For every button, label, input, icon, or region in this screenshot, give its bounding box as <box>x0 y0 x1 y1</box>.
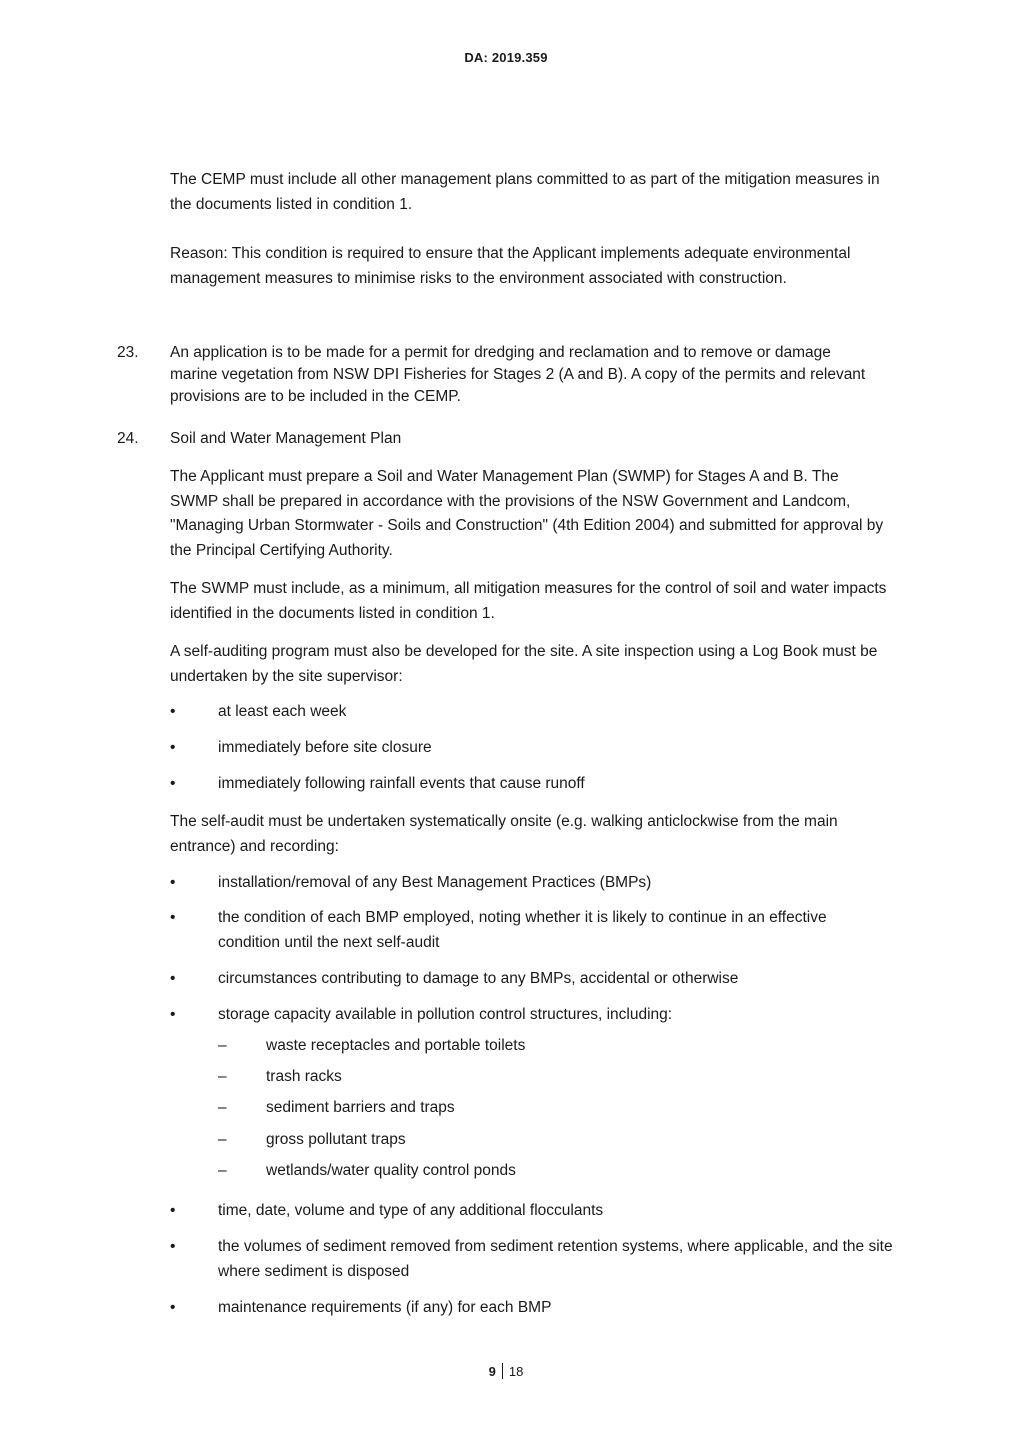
swmp-prepare-paragraph: The Applicant must prepare a Soil and Water Management Plan (SWMP) for Stages A and B. The SWMP shall be prepared in accordance with the provisions of the NSW Government and Landcom, "Managing Urban Stormwater - Soils and Construction" (4th Edition 2004) and submitted for approval by the Principal Certifying Authority. <box>170 468 884 559</box>
dash-glyph: – <box>218 1099 227 1116</box>
dash-glyph: – <box>218 1068 227 1085</box>
list-item: immediately following rainfall events that cause runoff <box>218 775 585 792</box>
page-total: 18 <box>508 1364 524 1379</box>
page-number: 9 <box>488 1364 496 1379</box>
list-item: immediately before site closure <box>218 739 432 756</box>
condition-number: 24. <box>117 430 139 447</box>
bullet-glyph: • <box>170 1202 176 1219</box>
condition-text: An application is to be made for a permit for dredging and reclamation and to remove or damage marine vegetation from NSW DPI Fisheries for Stages 2 (A and B). A copy of the permits and relevant provisions are to be included in the CEMP. <box>170 344 866 405</box>
list-item: at least each week <box>218 703 347 720</box>
list-item: time, date, volume and type of any additional flocculants <box>218 1202 604 1219</box>
bullet-glyph: • <box>170 970 176 987</box>
sub-list-item: waste receptacles and portable toilets <box>266 1037 526 1054</box>
bullet-glyph: • <box>170 1006 176 1023</box>
condition-title: Soil and Water Management Plan <box>170 430 402 447</box>
list-item: circumstances contributing to damage to any BMPs, accidental or otherwise <box>218 970 739 987</box>
bullet-glyph: • <box>170 739 176 756</box>
list-item: storage capacity available in pollution control structures, including: <box>218 1006 673 1023</box>
dash-glyph: – <box>218 1162 227 1179</box>
swmp-include-paragraph: The SWMP must include, as a minimum, all mitigation measures for the control of soil and water impacts identified in the documents listed in condition 1. <box>170 580 887 622</box>
list-item: the condition of each BMP employed, noting whether it is likely to continue in an effective condition until the next self-audit <box>218 909 827 951</box>
cemp-paragraph: The CEMP must include all other management plans committed to as part of the mitigation measures in the documents listed in condition 1. <box>170 171 880 213</box>
dash-glyph: – <box>218 1037 227 1054</box>
sub-list-item: trash racks <box>266 1068 342 1085</box>
sub-list-item: gross pollutant traps <box>266 1131 406 1148</box>
sub-list-item: sediment barriers and traps <box>266 1099 455 1116</box>
page-footer <box>0 1363 1012 1379</box>
self-audit-recording-paragraph: The self-audit must be undertaken systematically onsite (e.g. walking anticlockwise from the main entrance) and recording: <box>170 813 838 855</box>
bullet-glyph: • <box>170 1299 176 1316</box>
list-item: maintenance requirements (if any) for each BMP <box>218 1299 552 1316</box>
bullet-glyph: • <box>170 1238 176 1255</box>
reason-paragraph: Reason: This condition is required to ensure that the Applicant implements adequate environmental management measures to minimise risks to the environment associated with construction. <box>170 245 851 287</box>
sub-list-item: wetlands/water quality control ponds <box>266 1162 516 1179</box>
footer-divider <box>502 1363 503 1379</box>
bullet-glyph: • <box>170 909 176 926</box>
bullet-glyph: • <box>170 703 176 720</box>
self-audit-paragraph: A self-auditing program must also be developed for the site. A site inspection using a Log Book must be undertaken by the site supervisor: <box>170 643 878 685</box>
condition-number: 23. <box>117 344 139 361</box>
list-item: the volumes of sediment removed from sediment retention systems, where applicable, and the site where sediment is disposed <box>218 1238 893 1280</box>
bullet-glyph: • <box>170 775 176 792</box>
list-item: installation/removal of any Best Management Practices (BMPs) <box>218 874 652 891</box>
bullet-glyph: • <box>170 874 176 891</box>
dash-glyph: – <box>218 1131 227 1148</box>
document-header: DA: 2019.359 <box>464 50 548 65</box>
